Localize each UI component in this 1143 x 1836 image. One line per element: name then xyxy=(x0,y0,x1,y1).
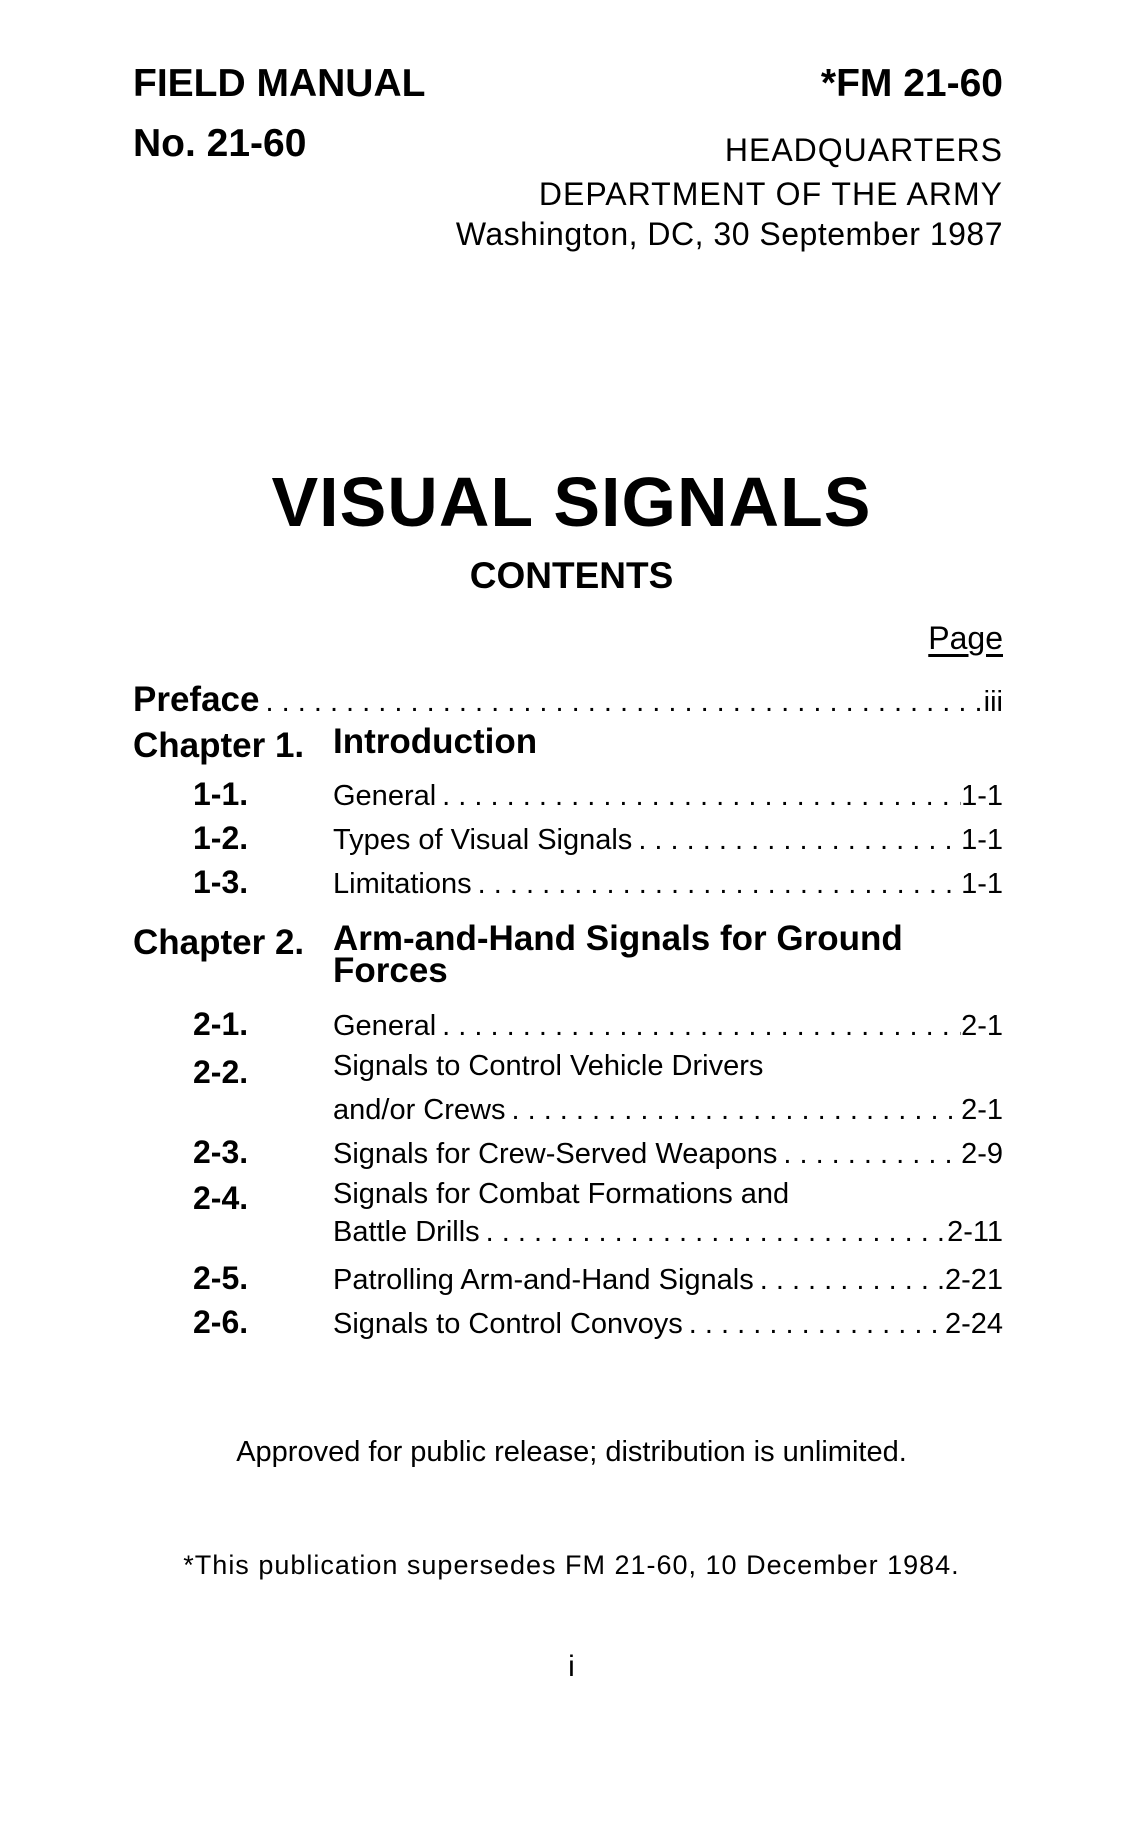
toc-entry-preface xyxy=(133,680,1003,720)
dot-leader xyxy=(683,1308,945,1341)
section-title: Limitations xyxy=(333,868,472,900)
section-number: 2-4. xyxy=(193,1180,249,1216)
section-title: Types of Visual Signals xyxy=(333,824,633,856)
toc-entry xyxy=(133,1134,1003,1171)
dot-leader xyxy=(777,1138,961,1171)
toc-entry xyxy=(133,1216,1003,1249)
section-number: 2-2. xyxy=(193,1054,249,1090)
section-title: General xyxy=(333,1010,437,1042)
department-label: DEPARTMENT OF THE ARMY xyxy=(538,176,1003,212)
chapter-title: Introduction xyxy=(333,722,538,761)
section-page: 2-1 xyxy=(961,1094,1003,1126)
dot-leader xyxy=(472,868,961,901)
section-title: and/or Crews xyxy=(333,1094,506,1126)
section-title-line1: Signals to Control Vehicle Drivers xyxy=(333,1050,764,1082)
toc-entry xyxy=(133,776,1003,813)
fm-designation: *FM 21-60 xyxy=(820,62,1003,105)
chapter-label: Chapter 1. xyxy=(133,726,305,765)
dot-leader xyxy=(436,1010,961,1043)
toc-chapter-1 xyxy=(133,722,953,766)
page-number: i xyxy=(568,1650,575,1683)
section-page: 2-21 xyxy=(944,1264,1003,1296)
toc-entry-title: Preface xyxy=(133,680,260,719)
toc-entry xyxy=(133,1090,1003,1127)
field-manual-label: FIELD MANUAL xyxy=(133,62,426,105)
section-page: 1-1 xyxy=(961,824,1003,856)
section-number: 2-3. xyxy=(193,1134,249,1170)
toc-entry-page: iii xyxy=(983,686,1003,718)
toc-entry xyxy=(133,820,1003,857)
chapter-title: Arm-and-Hand Signals for Ground Forces xyxy=(333,919,903,990)
dot-leader xyxy=(632,824,961,857)
section-title: Patrolling Arm-and-Hand Signals xyxy=(333,1264,754,1296)
document-title: VISUAL SIGNALS xyxy=(271,463,872,541)
toc-entry xyxy=(133,1006,1003,1043)
section-number: 2-6. xyxy=(193,1304,249,1340)
section-number: 1-2. xyxy=(193,820,249,856)
location-date: Washington, DC, 30 September 1987 xyxy=(455,216,1003,252)
toc-chapter-2 xyxy=(133,919,953,990)
section-page: 1-1 xyxy=(961,868,1003,900)
toc-entry xyxy=(133,1260,1003,1297)
toc-entry xyxy=(133,864,1003,901)
section-page: 1-1 xyxy=(961,780,1003,812)
section-title: General xyxy=(333,780,437,812)
dot-leader xyxy=(259,686,983,719)
section-title-line1: Signals for Combat Formations and xyxy=(333,1178,790,1210)
dot-leader xyxy=(436,780,961,813)
section-page: 2-1 xyxy=(961,1010,1003,1042)
dot-leader xyxy=(480,1216,947,1249)
section-title: Battle Drills xyxy=(333,1216,480,1248)
section-number: 2-5. xyxy=(193,1260,249,1296)
headquarters-label: HEADQUARTERS xyxy=(724,132,1003,168)
section-number: 1-1. xyxy=(193,776,249,812)
manual-number: No. 21-60 xyxy=(133,122,307,165)
section-number: 1-3. xyxy=(193,864,249,900)
section-title: Signals for Crew-Served Weapons xyxy=(333,1138,778,1170)
dot-leader xyxy=(754,1264,945,1297)
contents-heading: CONTENTS xyxy=(469,555,674,596)
section-number: 2-1. xyxy=(193,1006,249,1042)
section-title: Signals to Control Convoys xyxy=(333,1308,683,1340)
dot-leader xyxy=(505,1094,961,1127)
section-page: 2-9 xyxy=(961,1138,1003,1170)
supersedes-note: *This publication supersedes FM 21-60, 10 December 1984. xyxy=(183,1550,960,1580)
section-page: 2-24 xyxy=(944,1308,1003,1340)
toc-entry xyxy=(133,1304,1003,1341)
section-page: 2-11 xyxy=(947,1216,1003,1248)
chapter-label: Chapter 2. xyxy=(133,923,305,962)
release-statement: Approved for public release; distribution is unlimited. xyxy=(236,1436,907,1468)
page-column-label: Page xyxy=(928,620,1003,656)
